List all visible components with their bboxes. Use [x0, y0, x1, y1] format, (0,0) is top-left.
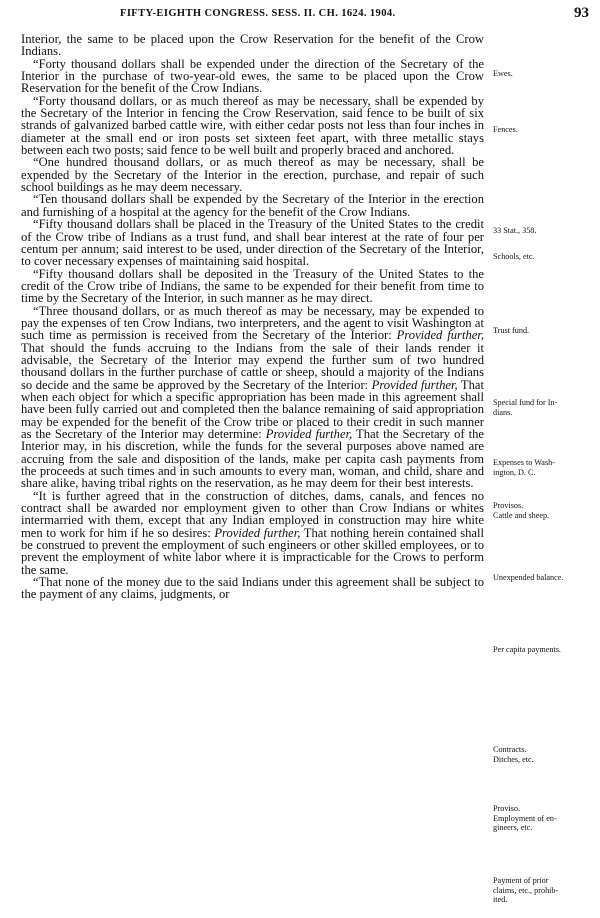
- margin-note-statute: [493, 226, 593, 236]
- margin-note-payment: [493, 876, 593, 905]
- margin-note-line: Ditches, etc.: [493, 754, 534, 764]
- margin-note-line: Proviso.: [493, 804, 521, 813]
- margin-note-line: Fences.: [493, 125, 518, 134]
- margin-note-proviso: [493, 804, 593, 833]
- paragraph-text: “Fifty thousand dollars shall be deposited in the Treasury of the United States to the credit of the Crow tribe of Indians, the same to be expended for their benefit from time to time by the Secretary of the Interior, in such manner as he may direct.: [21, 266, 484, 306]
- page-number: 93: [574, 5, 589, 21]
- paragraph: [21, 218, 484, 267]
- margin-note-line: Ewes.: [493, 69, 513, 78]
- margin-note-schools: [493, 252, 593, 262]
- running-title: FIFTY-EIGHTH CONGRESS. SESS. II. CH. 1624. 1904.: [120, 8, 396, 19]
- margin-note-line: Cattle and sheep.: [493, 510, 550, 520]
- margin-note-line: Special fund for In-: [493, 398, 558, 407]
- margin-note-line: ited.: [493, 895, 508, 905]
- body-text: [21, 33, 484, 601]
- running-header: [0, 3, 600, 25]
- paragraph-text: “Three thousand dollars, or as much thereof as may be necessary, may be expended to pay the expenses of ten Crow Indians, two interpreters, and the agent to visit Washington at such time as permission is received from the Secretary of the Interior:: [21, 303, 484, 343]
- margin-note-line: Schools, etc.: [493, 252, 535, 261]
- margin-note-expenses: [493, 458, 593, 477]
- paragraph: [21, 576, 484, 601]
- paragraph: [21, 58, 484, 95]
- margin-note-per-capita: [493, 645, 593, 655]
- margin-note-line: Provisos.: [493, 501, 524, 510]
- paragraph-text: “One hundred thousand dollars, or as much thereof as may be necessary, shall be expended by the Secretary of the Interior in the erection, purchase, and repair of such school buildings as he may deem necessary.: [21, 155, 484, 195]
- margin-note-trust-fund: [493, 326, 593, 336]
- margin-note-ewes: [493, 69, 593, 79]
- paragraph-text: “Forty thousand dollars, or as much thereof as may be necessary, shall be expended by the Secretary of the Interior in fencing the Crow Reservation, said fence to be built of six strands of galvanized barbed cattle wire, with either cedar posts not less than four inches in diameter at the small end or iron posts set sixteen feet apart, with three metallic stays between each two posts; said fence to be well built and properly braced and anchored.: [21, 93, 484, 158]
- margin-note-line: dians.: [493, 407, 513, 417]
- paragraph-text: Interior, the same to be placed upon the Crow Reservation for the benefit of the Crow Indians.: [21, 32, 484, 59]
- margin-note-line: Trust fund.: [493, 326, 530, 335]
- margin-note-line: 33 Stat., 358.: [493, 226, 537, 235]
- paragraph: [21, 33, 484, 58]
- margin-note-special-fund: [493, 398, 593, 417]
- proviso-phrase: Provided further,: [265, 427, 353, 441]
- paragraph-text: “Ten thousand dollars shall be expended by the Secretary of the Interior in the erection and furnishing of a hospital at the agency for the benefit of the Crow Indians.: [21, 192, 484, 219]
- margin-note-fences: [493, 125, 593, 135]
- margin-note-line: ington, D. C.: [493, 467, 536, 477]
- margin-note-line: gineers, etc.: [493, 823, 533, 833]
- paragraph: [21, 490, 484, 576]
- margin-note-line: Payment of prior: [493, 876, 549, 885]
- paragraph: [21, 305, 484, 490]
- margin-note-line: Contracts.: [493, 745, 527, 754]
- margin-note-unexpended: [493, 573, 593, 583]
- proviso-phrase: Provided further,: [396, 328, 484, 343]
- margin-note-line: Expenses to Wash-: [493, 458, 555, 467]
- paragraph: [21, 156, 484, 193]
- margin-note-contracts: [493, 745, 593, 764]
- paragraph-text: “Forty thousand dollars shall be expended under the direction of the Secretary of the Interior in the purchase of two-year-old ewes, the same to be placed upon the Crow Reservation for the benefit of the Crow Indians.: [21, 56, 484, 96]
- paragraph-text: That the Secretary of the Interior may, in his discretion, while the funds for the several purposes above named are accruing from the sale and disposition of the lands, make per capita cash payments from the proceeds at such times and in such amounts to every man, woman, and child, share and share alike, having tribal rights on the reservation, as he may deem for their best interests.: [21, 427, 484, 491]
- margin-note-line: Unexpended balance.: [493, 573, 564, 582]
- paragraph: [21, 268, 484, 305]
- paragraph-text: That nothing herein contained shall be construed to prevent the employment of such engineers or other skilled employees, or to prevent the employment of white labor where it is impracticable for the Crows to perform the same.: [21, 525, 484, 577]
- paragraph: [21, 95, 484, 157]
- paragraph-text: That when each object for which a specific appropriation has been made in this agreement shall have been fully carried out and completed then the balance remaining of said appropriation may be expended for the benefit of the Crow tribe or placed to their credit in such manner as the Secretary of the Interior may determine:: [21, 377, 484, 441]
- margin-note-line: claims, etc., prohib-: [493, 885, 559, 895]
- proviso-phrase: Provided further,: [214, 525, 301, 540]
- margin-note-provisos: [493, 501, 593, 520]
- proviso-phrase: Provided further,: [371, 377, 458, 392]
- paragraph-text: “It is further agreed that in the construction of ditches, dams, canals, and fences no contract shall be awarded nor employment given to other than Crow Indians or whites intermarried with them, except that any Indian employed in construction may hire white men to work for him if he so desires:: [21, 488, 484, 540]
- margin-note-line: Employment of en-: [493, 813, 557, 823]
- margin-note-line: Per capita payments.: [493, 645, 561, 654]
- paragraph-text: “Fifty thousand dollars shall be placed in the Treasury of the United States to the credit of the Crow tribe of Indians as a trust fund, and shall bear interest at the rate of four per centum per annum; said interest to be used, under direction of the Secretary of the Interior, to cover necessary expenses of maintaining said hospital.: [21, 217, 484, 269]
- paragraph: [21, 193, 484, 218]
- paragraph-text: That should the funds accruing to the Indians from the sale of their lands render it advisable, the Secretary of the Interior may expend the further sum of two hundred thousand dollars in the further purchase of cattle or sheep, should a majority of the Indians so decide and the same be approved by the Secretary of the Interior:: [21, 340, 484, 392]
- paragraph-text: “That none of the money due to the said Indians under this agreement shall be subject to the payment of any claims, judgments, or: [21, 575, 484, 602]
